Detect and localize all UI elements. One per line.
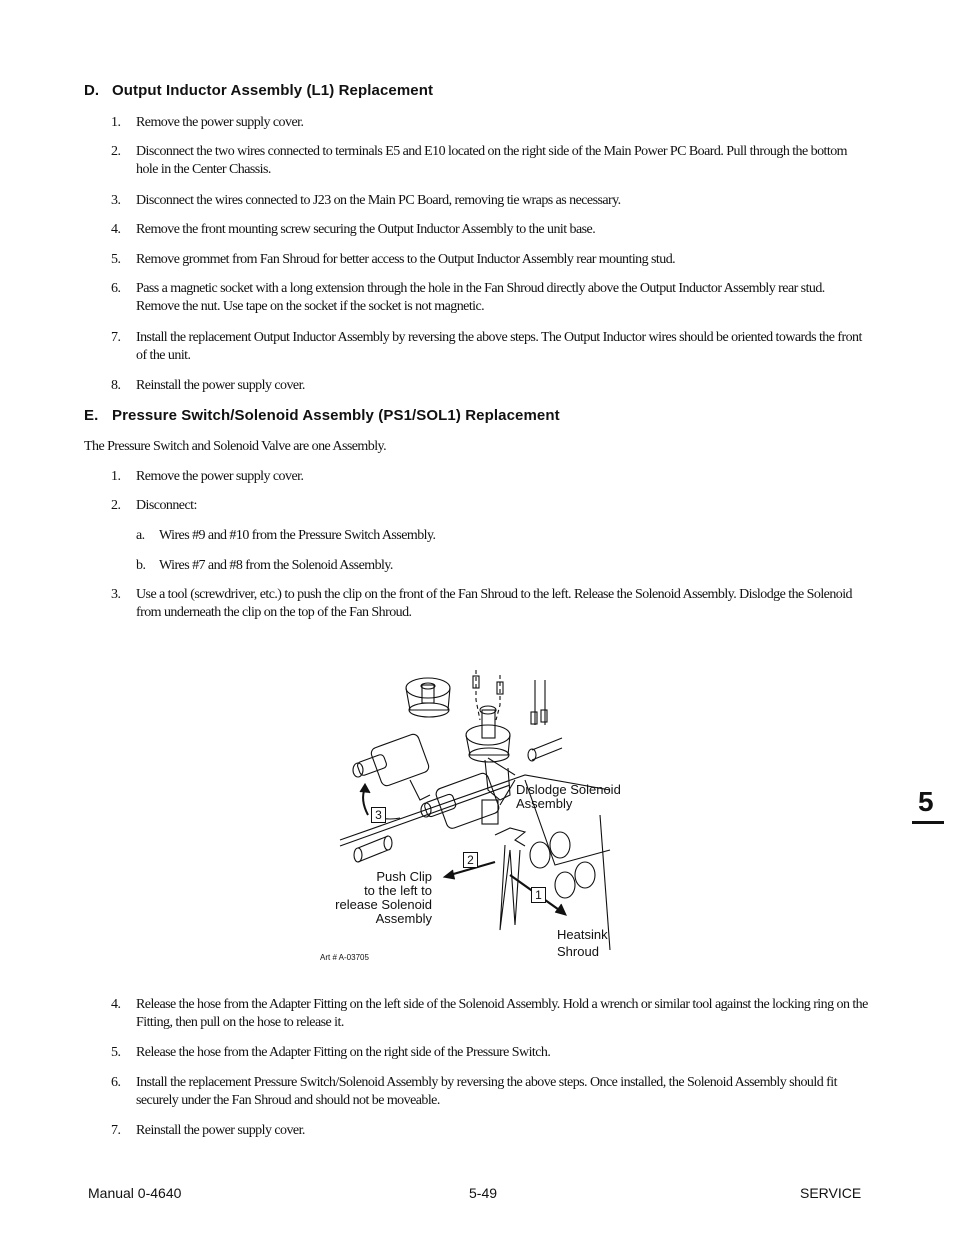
step-text: Release the hose from the Adapter Fitting on the right side of the Pressure Switch. xyxy=(136,1045,551,1060)
section-e-step-5 xyxy=(111,1044,871,1062)
section-d-step-7 xyxy=(111,329,871,365)
section-e-letter: E. xyxy=(84,407,99,424)
push-line-2: to the left to xyxy=(364,883,432,898)
footer-section: SERVICE xyxy=(800,1185,862,1201)
section-e-step-1 xyxy=(111,468,871,486)
step-number: 8. xyxy=(111,378,121,393)
step-number: 2. xyxy=(111,144,121,159)
push-line-3: release Solenoid xyxy=(335,897,432,912)
step-text: Reinstall the power supply cover. xyxy=(136,378,305,393)
push-clip-label xyxy=(315,870,432,926)
section-e-step-7 xyxy=(111,1122,871,1140)
step-text: Disconnect the two wires connected to terminals E5 and E10 located on the right side of the Main Power PC Board. Pull through the bottom hole in the Center Chassis. xyxy=(136,144,847,177)
heatsink-line-1: Heatsink xyxy=(557,927,608,942)
section-d-step-6 xyxy=(111,280,871,316)
substep-text: Wires #7 and #8 from the Solenoid Assembly. xyxy=(159,558,393,573)
step-text: Remove the power supply cover. xyxy=(136,115,304,130)
step-number: 7. xyxy=(111,330,121,345)
dislodge-line-1: Dislodge Solenoid xyxy=(516,782,621,797)
section-e-step-2 xyxy=(111,497,871,515)
step-text: Reinstall the power supply cover. xyxy=(136,1123,305,1138)
step-text: Disconnect: xyxy=(136,498,197,513)
substep-letter: a. xyxy=(136,528,145,543)
step-number: 3. xyxy=(111,587,121,602)
step-text: Install the replacement Pressure Switch/Solenoid Assembly by reversing the above steps. Once installed, the Solenoid Assembly should fit securely under the Fan Shroud and should not be moveable. xyxy=(136,1075,837,1108)
step-text: Remove the power supply cover. xyxy=(136,469,304,484)
step-number: 3. xyxy=(111,193,121,208)
substep-text: Wires #9 and #10 from the Pressure Switch Assembly. xyxy=(159,528,436,543)
step-number: 2. xyxy=(111,498,121,513)
step-text: Use a tool (screwdriver, etc.) to push the clip on the front of the Fan Shroud to the left. Release the Solenoid Assembly. Dislodge the Solenoid from underneath the clip on the top of the Fan Shroud. xyxy=(136,587,853,620)
step-text: Install the replacement Output Inductor Assembly by reversing the above steps. The Output Inductor wires should be oriented towards the front of the unit. xyxy=(136,330,862,363)
section-d-step-4 xyxy=(111,221,871,239)
callout-2: 2 xyxy=(463,852,478,868)
dislodge-line-2: Assembly xyxy=(516,796,573,811)
section-e-step-4 xyxy=(111,996,871,1032)
step-number: 4. xyxy=(111,222,121,237)
step-number: 4. xyxy=(111,997,121,1012)
section-d-step-5 xyxy=(111,251,871,269)
step-text: Pass a magnetic socket with a long extension through the hole in the Fan Shroud directly above the Output Inductor Assembly rear stud. Remove the nut. Use tape on the socket if the socket is not magnetic. xyxy=(136,281,825,314)
section-e-substep-a xyxy=(136,527,871,545)
section-e-substep-b xyxy=(136,557,871,575)
section-d-step-2 xyxy=(111,143,871,179)
section-e-intro: The Pressure Switch and Solenoid Valve are one Assembly. xyxy=(84,439,387,454)
step-number: 1. xyxy=(111,469,121,484)
section-e-step-6 xyxy=(111,1074,871,1110)
solenoid-assembly-figure xyxy=(310,650,650,970)
step-text: Release the hose from the Adapter Fitting on the left side of the Solenoid Assembly. Hold a wrench or similar tool against the locking ring on the Fitting, then pull on the hose to release it. xyxy=(136,997,868,1030)
callout-1: 1 xyxy=(531,887,546,903)
section-e-title: Pressure Switch/Solenoid Assembly (PS1/SOL1) Replacement xyxy=(112,407,560,424)
step-text: Remove the front mounting screw securing the Output Inductor Assembly to the unit base. xyxy=(136,222,596,237)
heatsink-shroud-label xyxy=(557,926,608,960)
push-line-1: Push Clip xyxy=(376,869,432,884)
section-e-heading xyxy=(84,407,560,424)
push-line-4: Assembly xyxy=(375,911,432,926)
section-d-heading xyxy=(84,82,433,99)
section-d-step-8 xyxy=(111,377,871,395)
art-number: Art # A-03705 xyxy=(320,953,369,962)
step-number: 6. xyxy=(111,1075,121,1090)
dislodge-solenoid-label xyxy=(516,783,621,811)
step-number: 1. xyxy=(111,115,121,130)
section-d-title: Output Inductor Assembly (L1) Replacement xyxy=(112,82,434,99)
heatsink-line-2: Shroud xyxy=(557,944,599,959)
step-text: Disconnect the wires connected to J23 on the Main PC Board, removing tie wraps as necessary. xyxy=(136,193,621,208)
step-text: Remove grommet from Fan Shroud for better access to the Output Inductor Assembly rear mounting stud. xyxy=(136,252,676,267)
section-e-step-3 xyxy=(111,586,871,622)
section-d-letter: D. xyxy=(84,82,100,99)
section-d-step-3 xyxy=(111,192,871,210)
footer-page-number: 5-49 xyxy=(469,1185,498,1201)
chapter-tab-number: 5 xyxy=(918,786,934,817)
callout-3: 3 xyxy=(371,807,386,823)
substep-letter: b. xyxy=(136,558,146,573)
chapter-tab-rule xyxy=(912,821,944,824)
section-d-step-1 xyxy=(111,114,871,132)
step-number: 6. xyxy=(111,281,121,296)
step-number: 5. xyxy=(111,252,121,267)
step-number: 5. xyxy=(111,1045,121,1060)
step-number: 7. xyxy=(111,1123,121,1138)
footer-manual: Manual 0-4640 xyxy=(88,1185,182,1201)
